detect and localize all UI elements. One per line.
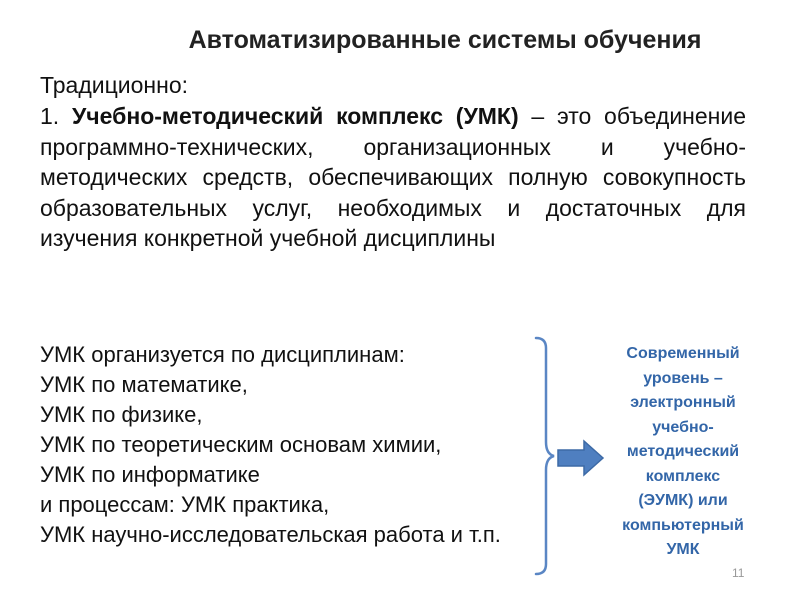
list-item: и процессам: УМК практика, [40,492,330,517]
list-item: УМК по физике, [40,402,203,427]
modern-line: учебно- [652,418,714,436]
modern-line: комплекс [645,467,721,485]
right-brace-icon [532,332,558,580]
right-arrow-icon [556,438,606,478]
definition-paragraph [40,101,746,254]
modern-line: УМК [666,541,700,558]
page-number: 11 [732,566,745,580]
modern-line: (ЭУМК) или [638,492,728,509]
modern-level-box [603,342,763,563]
list-item: УМК по информатике [40,462,260,487]
list-item: УМК организуется по дисциплинам: [40,342,405,367]
list-item: УМК по теоретическим основам химии, [40,432,442,457]
modern-line: компьютерный [622,516,744,534]
modern-line: Современный [626,345,740,362]
modern-line: уровень – [643,369,723,387]
umk-list [40,340,501,550]
intro-text: Традиционно: [40,72,189,98]
definition-number: 1. [40,103,72,129]
slide-title: Автоматизированные системы обучения [188,26,702,54]
definition-term: Учебно-методический комплекс (УМК) [71,103,519,129]
modern-line: электронный [630,394,736,411]
modern-line: методический [626,443,740,460]
list-item: УМК по математике, [40,372,248,397]
definition-text: – это объединение программно-технических, организационных и учебно-методических средств, обеспечивающих полную совокупность образовательных услуг, необходимых и достаточных для изучения конкретной учебной дисциплины [40,103,746,251]
list-item: УМК научно-исследовательская работа и т.п. [40,522,501,547]
